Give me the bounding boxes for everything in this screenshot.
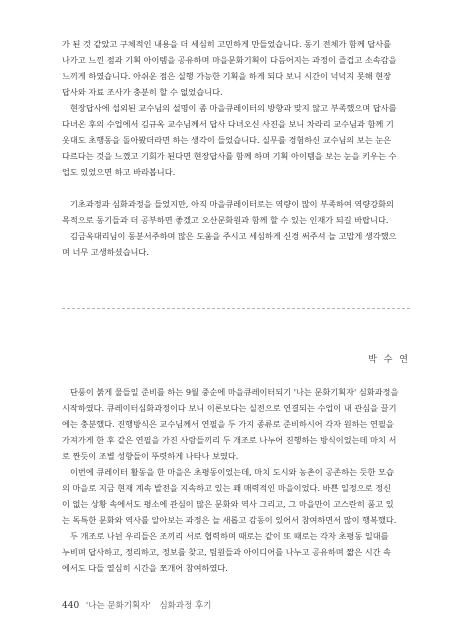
paragraph-1 <box>62 36 410 100</box>
paragraph-2-cont <box>62 116 410 180</box>
text-line: 에는 충분했다. 진행방식은 교수님께서 연필을 두 가지 종류로 준비하시어 각자 원하는 연필을 <box>62 419 394 429</box>
text-line: 김금옥대리님이 동분서주하며 많은 도움을 주시고 세심하게 신경 써주셔 늘 고맙게 생각했으 <box>70 231 397 241</box>
section-divider <box>62 308 410 309</box>
page-footer <box>62 599 211 611</box>
text-line: 가져가게 한 후 같은 연필을 가진 사람들끼리 두 개조로 나누어 진행하는 방식이었는데 마치 서 <box>62 435 397 445</box>
author-name: 박 수 연 <box>368 355 410 365</box>
text-line: 시작하였다. 큐레이터심화과정이다 보니 이론보다는 실전으로 연결되는 수업이 내 관심을 끌기 <box>62 403 397 413</box>
paragraph-2 <box>70 100 410 116</box>
text-line: 누비며 답사하고, 정리하고, 정보를 찾고, 팀원들과 아이디어를 나누고 공유하며 짧은 시간 속 <box>62 547 392 557</box>
paragraph-7 <box>70 528 410 544</box>
page-number: 440 <box>62 601 80 611</box>
paragraph-6-cont <box>62 480 410 528</box>
text-line: 현장답사에 섭외된 교수님의 설명이 좀 마을큐레이터의 방향과 맞지 않고 부족했으며 답사를 <box>70 103 397 113</box>
text-line: 로 짠듯이 조별 성향들이 뚜렷하게 나타나 보였다. <box>62 451 239 461</box>
text-line: 가 된 것 같았고 구체적인 내용을 더 세심히 고민하게 만들었습니다. 동기 전체가 함께 답사를 <box>62 39 392 49</box>
text-line: 의 마을로 지금 현재 계속 발전을 지속하고 있는 꽤 매력적인 마을이었다. 바쁜 일정으로 정신 <box>62 483 392 493</box>
text-line: 다르다는 것을 느꼈고 기회가 된다면 현장답사를 함께 하며 기획 아이템을 보는 눈을 키우는 수 <box>62 151 397 161</box>
paragraph-5 <box>70 384 410 400</box>
paragraph-6 <box>70 464 410 480</box>
text-line: 단풍이 붉게 물들일 준비를 하는 9월 중순에 마을큐레이터되기 '나는 문화기획자' 심화과정을 <box>70 387 399 397</box>
text-line: 답사와 자료 조사가 충분히 할 수 없었습니다. <box>62 87 223 97</box>
text-line: 이 없는 상황 속에서도 평소에 관심이 많은 문화와 역사 그리고, 그 마을만이 고스란히 품고 있 <box>62 499 394 509</box>
text-line: 에서도 다들 열심히 시간을 쪼개어 참여하였다. <box>62 563 228 573</box>
paragraph-3 <box>70 196 410 212</box>
text-line: 목적으로 동기들과 더 공부하면 좋겠고 오산문화원과 함께 할 수 있는 인재가 되길 바랍니다. <box>62 215 389 225</box>
text-line: 며 너무 고생하셨습니다. <box>62 247 149 257</box>
text-line: 나가고 느낀 점과 기획 아이템을 공유하며 마을문화기획이 다듬어지는 과정이 즐겁고 소속감을 <box>62 55 397 65</box>
text-line: 업도 있었으면 하고 바라봅니다. <box>62 167 176 177</box>
text-line: 웃대도 초행동을 돌아봤더라면 하는 생각이 들었습니다. 실무를 경험하신 교수님의 보는 눈은 <box>62 135 392 145</box>
text-line: 느끼게 하였습니다. 아쉬운 점은 실행 가능한 기획을 하게 되다 보니 시간이 넉넉지 못해 현장 <box>62 71 392 81</box>
text-line: 이번에 큐레이터 활동을 한 마을은 초평동이었는데, 마치 도시와 농촌이 공존하는 듯한 모습 <box>70 467 394 477</box>
paragraph-5-cont <box>62 400 410 464</box>
text-line: 는 독특한 문화와 역사를 알아보는 과정은 늘 새롭고 감동이 있어서 참여하면서 많이 행복했다. <box>62 515 397 525</box>
paragraph-4 <box>70 228 410 244</box>
text-line: 두 개조로 나뉜 우리들은 조끼리 서로 협력하며 때로는 같이 또 때로는 각자 초평동 일대를 <box>70 531 389 541</box>
paragraph-7-cont <box>62 544 410 576</box>
text-line: 기초과정과 심화과정을 들었지만, 아직 마을큐레이터로는 역량이 많이 부족하여 역량강화의 <box>70 199 394 209</box>
paragraph-4-cont <box>62 244 410 260</box>
text-line: 다녀온 후의 수업에서 김규옥 교수님께서 답사 다녀오신 사진을 보니 차라리 교수님과 함께 기 <box>62 119 394 129</box>
book-title: '나는 문화기획자' <box>85 601 151 611</box>
section-label: 심화과정 후기 <box>159 601 212 611</box>
paragraph-3-cont <box>62 212 410 228</box>
